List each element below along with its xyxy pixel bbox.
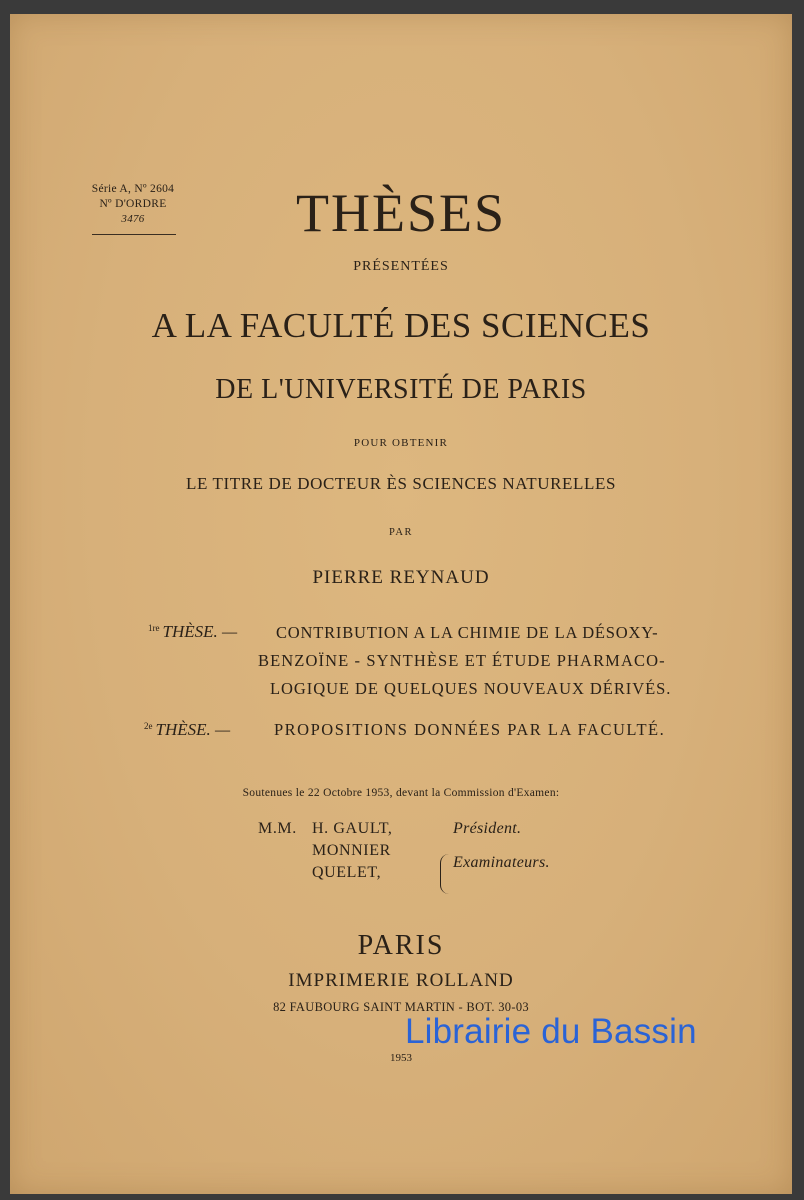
document-title: THÈSES (295, 183, 507, 243)
these2-label-text: THÈSE. — (155, 720, 231, 739)
jury-president-name: H. GAULT, (312, 820, 393, 837)
document-page (10, 14, 792, 1194)
series-number: Série A, Nº 2604 (91, 183, 175, 195)
these2-ordinal: 2e (144, 721, 153, 731)
jury-examiner-1: MONNIER (312, 842, 391, 859)
these1-line-3: LOGIQUE DE QUELQUES NOUVEAUX DÉRIVÉS. (270, 679, 672, 698)
these1-line-2: BENZOÏNE - SYNTHÈSE ET ÉTUDE PHARMACO- (258, 651, 666, 670)
jury-brace (440, 854, 449, 894)
these1-line-1: CONTRIBUTION A LA CHIMIE DE LA DÉSOXY- (276, 623, 659, 642)
par-text: PAR (389, 527, 413, 538)
these1-label (148, 622, 237, 642)
publisher-city: PARIS (357, 930, 445, 961)
these1-ordinal: 1re (148, 623, 160, 633)
jury-president-role: Président. (453, 820, 522, 837)
pour-obtenir-text: POUR OBTENIR (353, 437, 449, 449)
jury-examiners-role: Examinateurs. (453, 854, 550, 871)
bookseller-watermark: Librairie du Bassin (405, 1012, 697, 1051)
printer-address: 82 FAUBOURG SAINT MARTIN - BOT. 30-03 (273, 1000, 529, 1014)
publication-year: 1953 (390, 1052, 412, 1064)
presentees-text: PRÉSENTÉES (353, 259, 449, 274)
degree-title: LE TITRE DE DOCTEUR ÈS SCIENCES NATURELLES (185, 474, 617, 493)
these2-text: PROPOSITIONS DONNÉES PAR LA FACULTÉ. (274, 720, 666, 739)
these1-label-text: THÈSE. — (162, 622, 238, 641)
faculty-heading: A LA FACULTÉ DES SCIENCES (151, 306, 651, 345)
these2-label (144, 720, 230, 740)
jury-examiner-2: QUELET, (312, 864, 382, 881)
order-number: 3476 (121, 213, 145, 225)
printer-name: IMPRIMERIE ROLLAND (288, 970, 514, 991)
order-label: Nº D'ORDRE (99, 198, 167, 210)
author-name: PIERRE REYNAUD (312, 567, 490, 588)
jury-prefix: M.M. (258, 820, 297, 837)
defense-statement: Soutenues le 22 Octobre 1953, devant la Commission d'Examen: (242, 787, 560, 799)
university-heading: DE L'UNIVERSITÉ DE PARIS (215, 374, 587, 405)
